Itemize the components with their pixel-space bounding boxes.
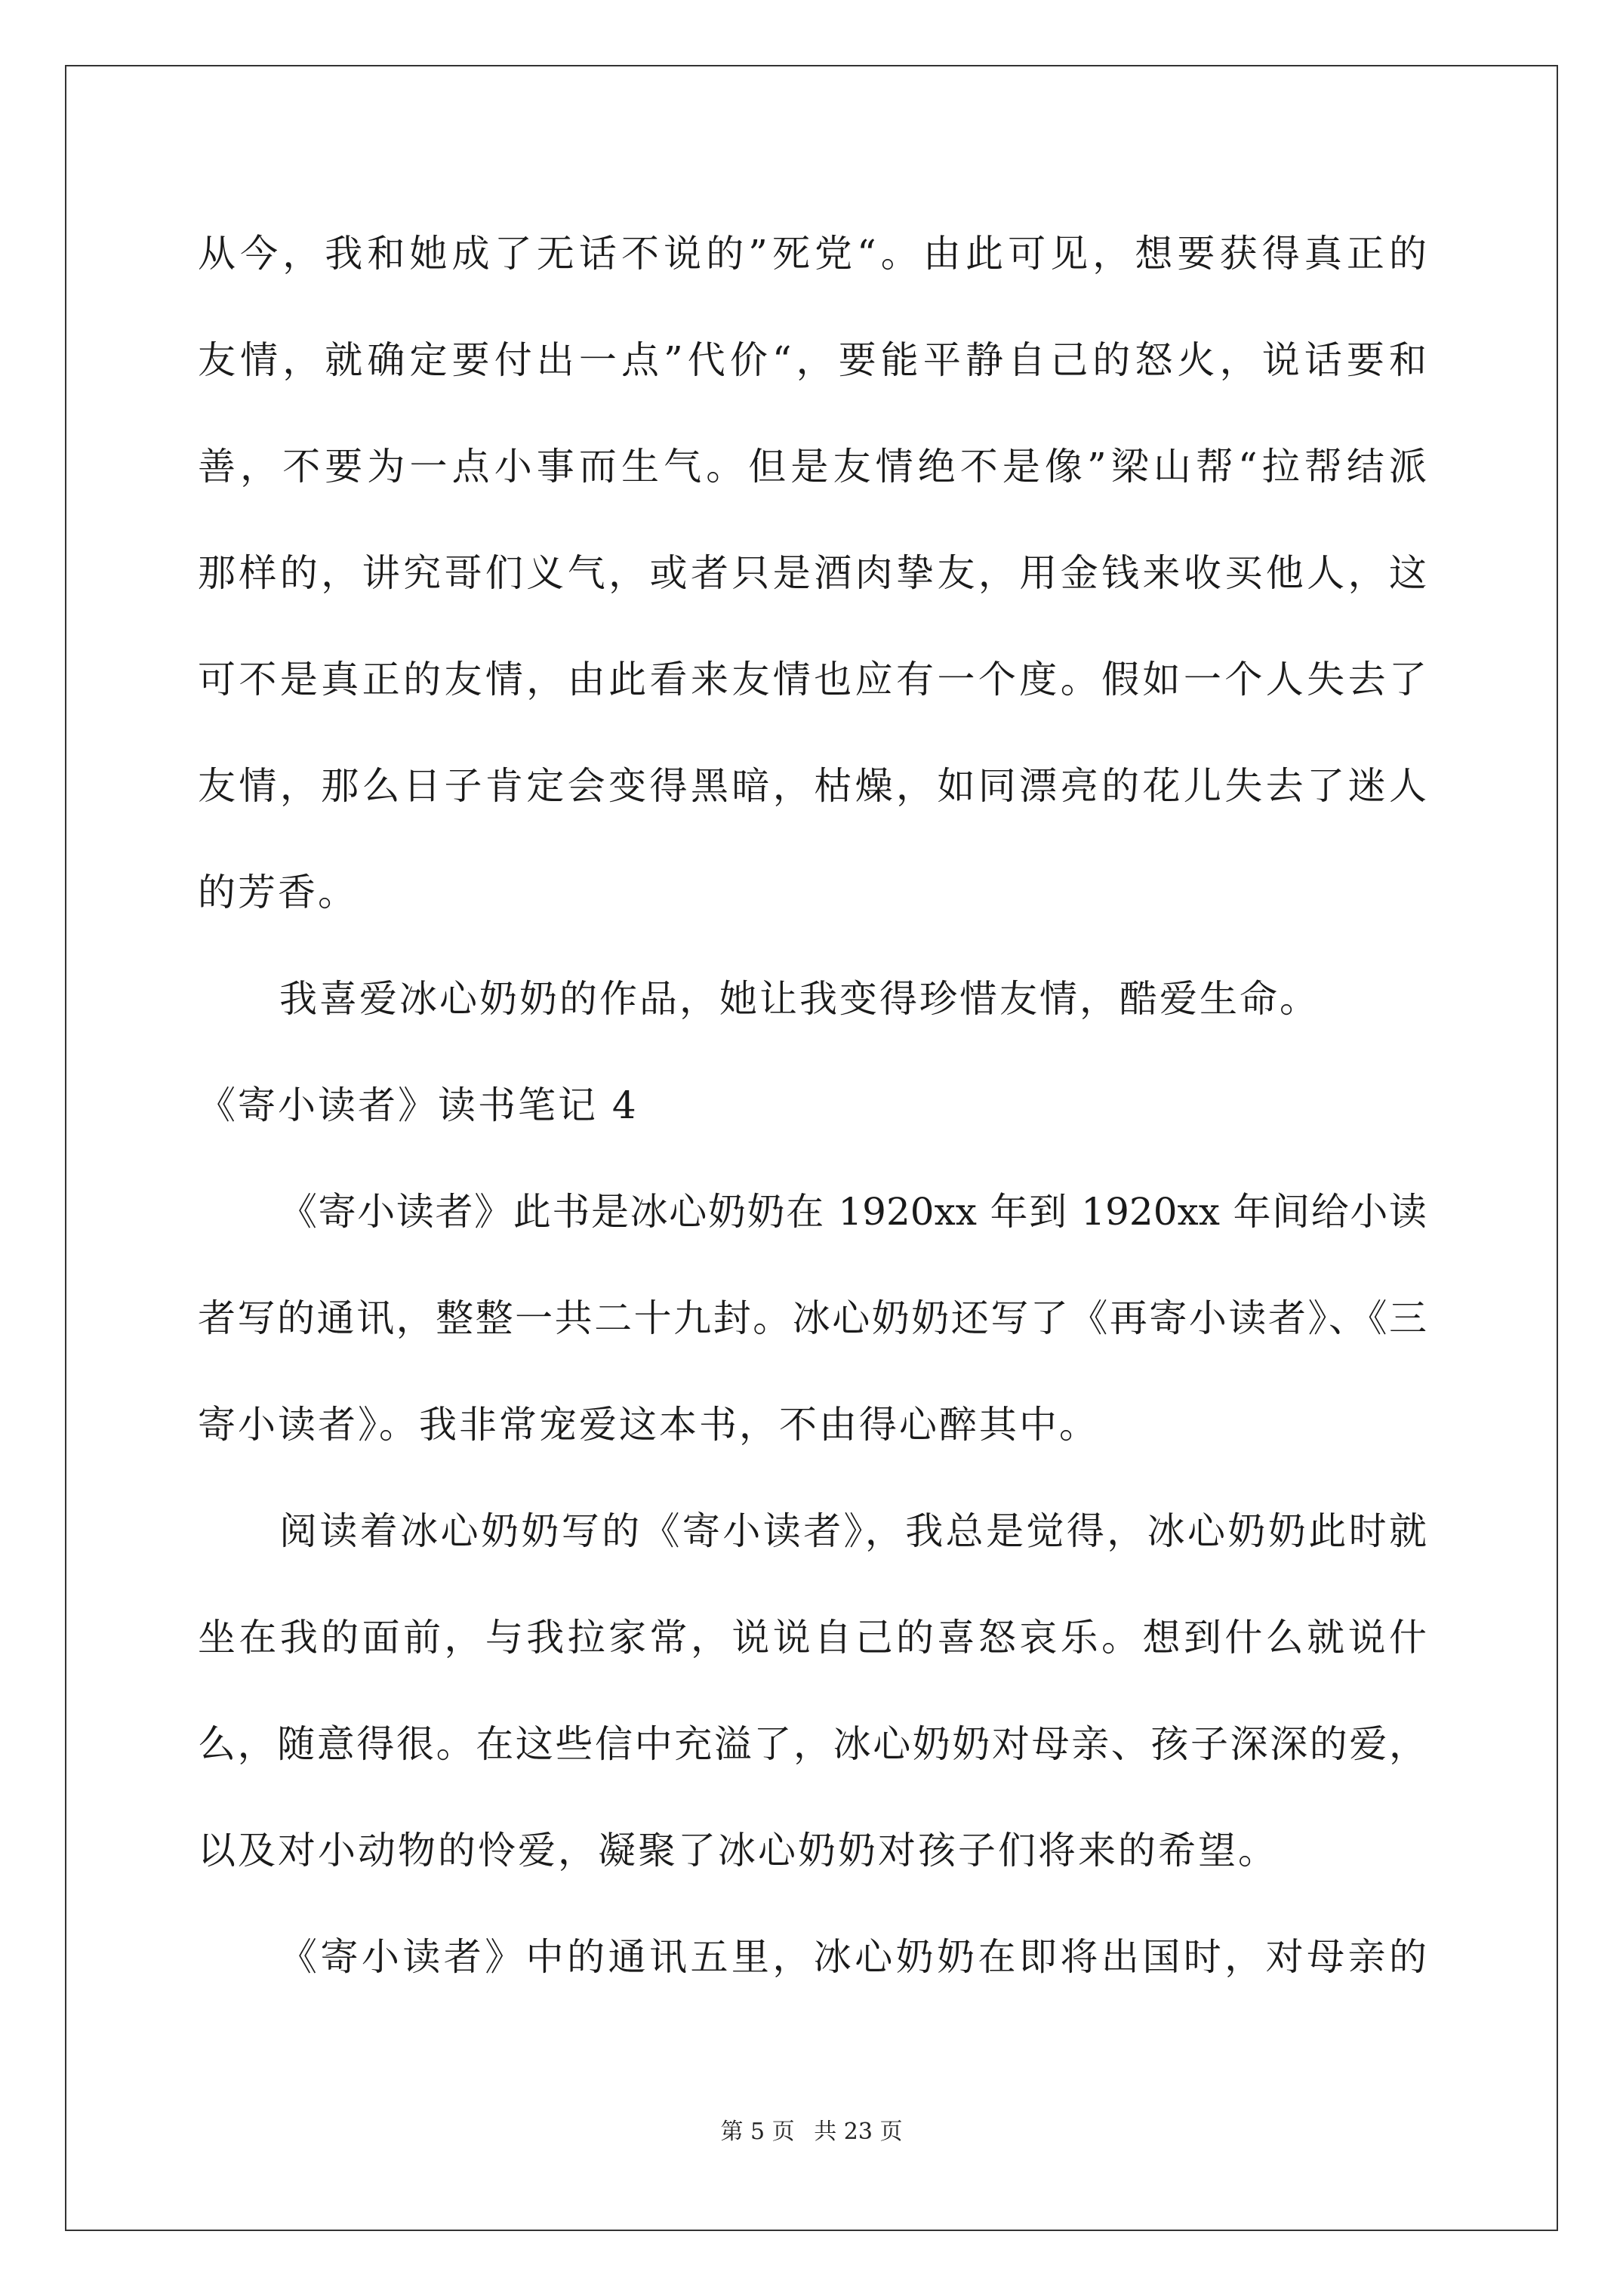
text-line: 的芳香。 (198, 871, 358, 914)
text-line: 可不是真正的友情，由此看来友情也应有一个度。假如一个人失去了 (198, 658, 1427, 701)
text-line: 友情，就确定要付出一点”代价“，要能平静自己的怒火，说话要和 (198, 338, 1427, 382)
text-line: 坐在我的面前，与我拉家常，说说自己的喜怒哀乐。想到什么就说什 (198, 1616, 1427, 1660)
text-line: 阅读着冰心奶奶写的《寄小读者》，我总是觉得，冰心奶奶此时就 (279, 1509, 1427, 1553)
text-line: 寄小读者》。我非常宠爱这本书，不由得心醉其中。 (198, 1403, 1099, 1447)
text-line: 么，随意得很。在这些信中充溢了，冰心奶奶对母亲、孩子深深的爱， (198, 1722, 1427, 1766)
text-line: 我喜爱冰心奶奶的作品，她让我变得珍惜友情，酷爱生命。 (279, 977, 1320, 1021)
text-line: 从今，我和她成了无话不说的”死党“。由此可见，想要获得真正的 (198, 232, 1427, 276)
text-line: 者写的通讯，整整一共二十九封。冰心奶奶还写了《再寄小读者》、《三 (198, 1296, 1427, 1340)
page-footer (0, 2119, 1623, 2146)
page-total: 共 23 页 (814, 2119, 903, 2145)
text-line: 善，不要为一点小事而生气。但是友情绝不是像”梁山帮“拉帮结派 (198, 445, 1427, 488)
text-line: 友情，那么日子肯定会变得黑暗，枯燥，如同漂亮的花儿失去了迷人 (198, 764, 1427, 808)
text-line: 《寄小读者》中的通讯五里，冰心奶奶在即将出国时，对母亲的 (279, 1935, 1427, 1979)
text-line: 那样的，讲究哥们义气，或者只是酒肉挚友，用金钱来收买他人，这 (198, 551, 1427, 595)
text-line: 《寄小读者》此书是冰心奶奶在 1920xx 年到 1920xx 年间给小读 (279, 1190, 1427, 1234)
section-heading: 《寄小读者》读书笔记 4 (198, 1083, 639, 1127)
page-number: 第 5 页 (720, 2119, 795, 2145)
page-border (65, 65, 1558, 2231)
text-line: 以及对小动物的怜爱，凝聚了冰心奶奶对孩子们将来的希望。 (198, 1829, 1278, 1872)
